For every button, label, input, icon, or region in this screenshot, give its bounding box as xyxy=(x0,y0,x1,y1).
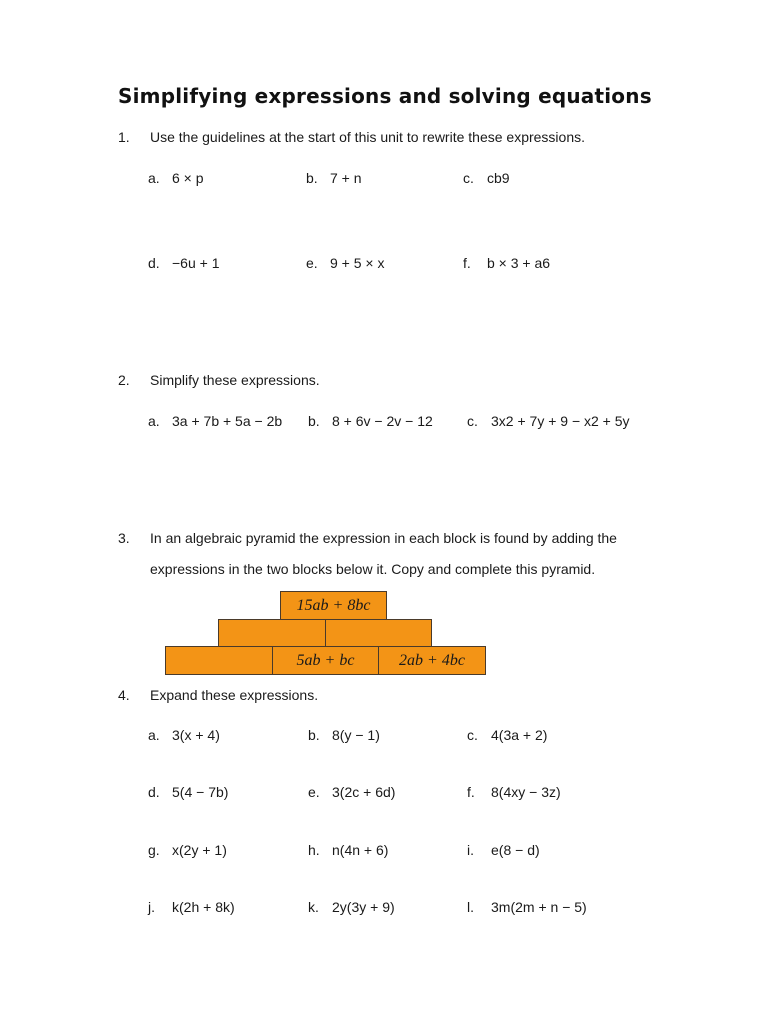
item-label: d. xyxy=(148,255,160,271)
item-label: a. xyxy=(148,727,160,743)
item-expression: 8 + 6v − 2v − 12 xyxy=(332,413,433,429)
q4-item-g xyxy=(148,842,227,858)
item-label: e. xyxy=(306,255,318,271)
q2-item-b xyxy=(308,413,433,429)
q1-item-e xyxy=(306,255,384,271)
item-expression: 2y(3y + 9) xyxy=(332,899,395,915)
item-expression: 6 × p xyxy=(172,170,204,186)
item-expression: 3(2c + 6d) xyxy=(332,784,396,800)
item-expression: e(8 − d) xyxy=(491,842,540,858)
item-label: k. xyxy=(308,899,319,915)
item-label: i. xyxy=(467,842,474,858)
q4-item-k xyxy=(308,899,395,915)
q1-item-a xyxy=(148,170,204,186)
item-expression: 8(y − 1) xyxy=(332,727,380,743)
pyramid-block-bottom-middle: 5ab + bc xyxy=(272,646,379,675)
item-expression: 3x2 + 7y + 9 − x2 + 5y xyxy=(491,413,630,429)
item-label: a. xyxy=(148,413,160,429)
item-expression: 9 + 5 × x xyxy=(330,255,385,271)
item-label: j. xyxy=(148,899,155,915)
item-label: c. xyxy=(463,170,474,186)
item-expression: 5(4 − 7b) xyxy=(172,784,229,800)
pyramid-block-middle-right xyxy=(325,619,432,647)
q4-item-a xyxy=(148,727,220,743)
q4-item-j xyxy=(148,899,235,915)
q4-item-e xyxy=(308,784,395,800)
item-label: f. xyxy=(467,784,475,800)
question-2-number: 2. xyxy=(118,372,130,388)
q4-item-l xyxy=(467,899,587,915)
q4-item-d xyxy=(148,784,228,800)
item-expression: x(2y + 1) xyxy=(172,842,227,858)
item-expression: 3m(2m + n − 5) xyxy=(491,899,587,915)
item-label: b. xyxy=(308,413,320,429)
q1-item-f xyxy=(463,255,550,271)
q1-item-d xyxy=(148,255,220,271)
q4-item-f xyxy=(467,784,561,800)
question-4-text: Expand these expressions. xyxy=(150,687,319,703)
q2-item-c xyxy=(467,413,630,429)
pyramid-block-middle-left xyxy=(218,619,326,647)
item-expression: 3(x + 4) xyxy=(172,727,220,743)
q4-item-i xyxy=(467,842,540,858)
page-title: Simplifying expressions and solving equations xyxy=(118,84,652,108)
item-expression: cb9 xyxy=(487,170,510,186)
item-label: d. xyxy=(148,784,160,800)
q4-item-b xyxy=(308,727,380,743)
item-label: a. xyxy=(148,170,160,186)
pyramid-block-bottom-left xyxy=(165,646,273,675)
q1-item-b xyxy=(306,170,362,186)
item-expression: b × 3 + a6 xyxy=(487,255,551,271)
q1-item-c xyxy=(463,170,510,186)
item-expression: 4(3a + 2) xyxy=(491,727,548,743)
item-expression: n(4n + 6) xyxy=(332,842,389,858)
item-expression: k(2h + 8k) xyxy=(172,899,235,915)
pyramid-block-top: 15ab + 8bc xyxy=(280,591,387,620)
question-3-number: 3. xyxy=(118,530,130,546)
q4-item-h xyxy=(308,842,388,858)
question-4-number: 4. xyxy=(118,687,130,703)
question-3-text-line-1: In an algebraic pyramid the expression in each block is found by adding the xyxy=(150,530,617,546)
item-expression: 8(4xy − 3z) xyxy=(491,784,561,800)
item-label: c. xyxy=(467,413,478,429)
q4-item-c xyxy=(467,727,547,743)
item-label: b. xyxy=(308,727,320,743)
question-1-text: Use the guidelines at the start of this unit to rewrite these expressions. xyxy=(150,129,586,145)
item-label: b. xyxy=(306,170,318,186)
item-expression: 7 + n xyxy=(330,170,362,186)
question-2-text: Simplify these expressions. xyxy=(150,372,320,388)
item-label: l. xyxy=(467,899,474,915)
item-expression: 3a + 7b + 5a − 2b xyxy=(172,413,283,429)
item-expression: −6u + 1 xyxy=(172,255,220,271)
question-3-text-line-2: expressions in the two blocks below it. Copy and complete this pyramid. xyxy=(150,561,596,577)
item-label: h. xyxy=(308,842,320,858)
question-1-number: 1. xyxy=(118,129,130,145)
item-label: g. xyxy=(148,842,160,858)
item-label: f. xyxy=(463,255,471,271)
item-label: e. xyxy=(308,784,320,800)
item-label: c. xyxy=(467,727,478,743)
pyramid-block-bottom-right: 2ab + 4bc xyxy=(378,646,486,675)
q2-item-a xyxy=(148,413,282,429)
